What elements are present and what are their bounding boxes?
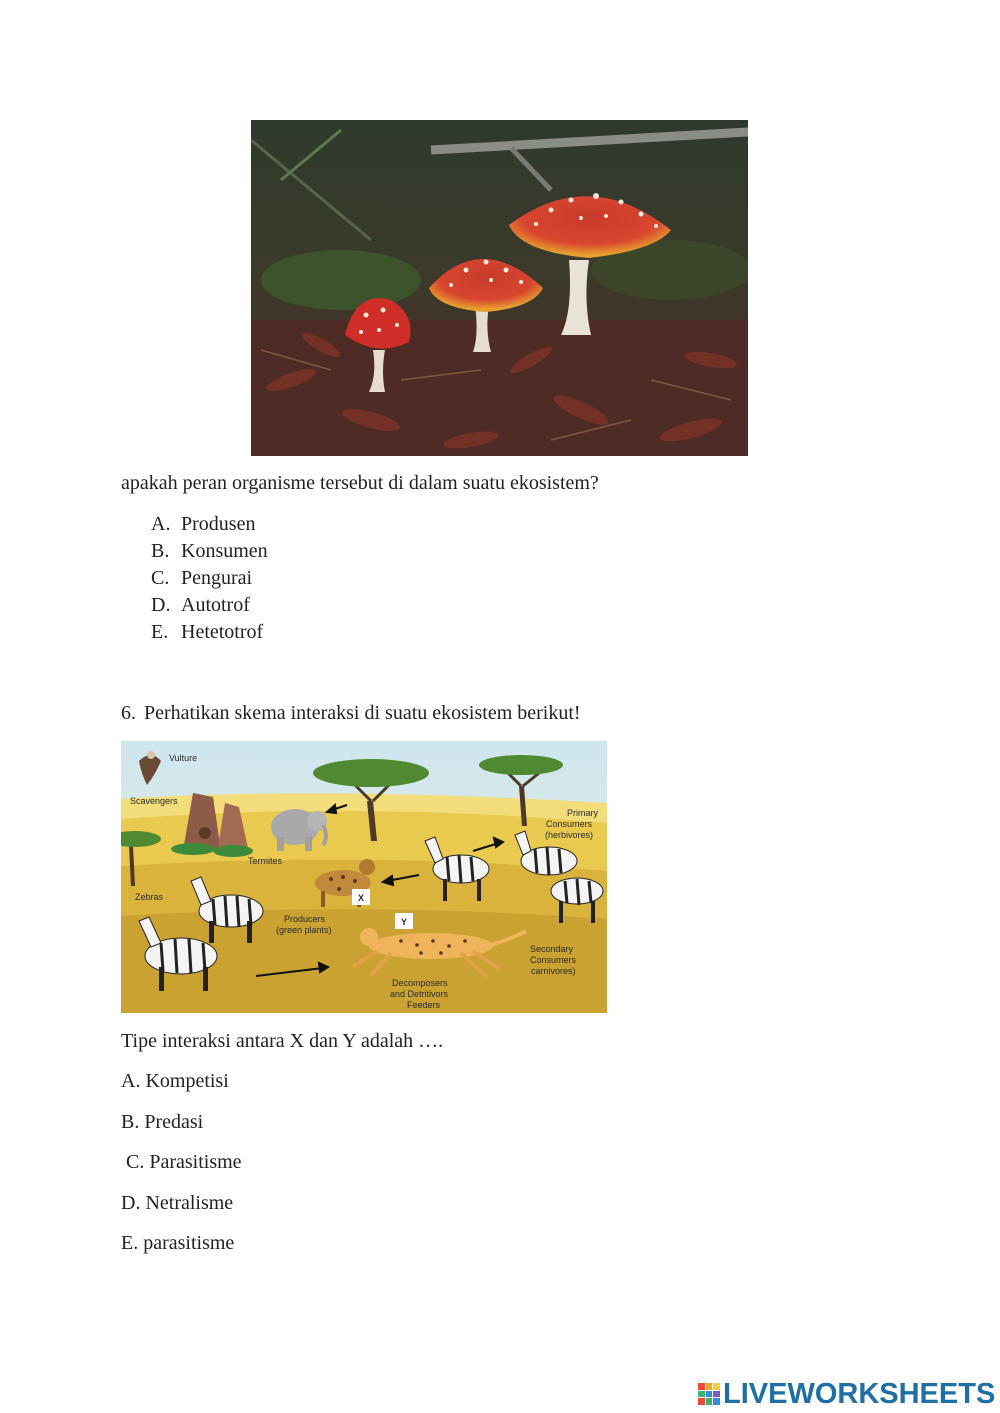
logo-tile — [698, 1398, 705, 1405]
option-e[interactable]: E. parasitisme — [121, 1232, 235, 1254]
option-b[interactable]: B. Predasi — [121, 1111, 204, 1133]
option-letter: B. — [151, 540, 170, 562]
logo-tile — [706, 1391, 713, 1398]
option-e[interactable] — [151, 620, 268, 647]
label-feeders: Feeders — [407, 1000, 441, 1010]
logo-tile — [713, 1383, 720, 1390]
label-zebras: Zebras — [135, 892, 164, 902]
option-text: Produsen — [181, 513, 256, 535]
option-letter: C. — [151, 567, 170, 589]
question-6-instruction: Perhatikan skema interaksi di suatu ekosistem berikut! — [144, 702, 581, 724]
label-detritivors: and Detritivors — [390, 989, 449, 999]
logo-text: LIVEWORKSHEETS — [723, 1378, 996, 1410]
liveworksheets-logo — [698, 1376, 995, 1412]
label-primary-consumers: Consumers — [546, 819, 593, 829]
option-a[interactable] — [151, 512, 268, 539]
option-c[interactable]: C. Parasitisme — [121, 1151, 242, 1173]
label-termites: Termites — [248, 856, 283, 866]
marker-y: Y — [400, 917, 408, 927]
label-carnivores: carnivores) — [531, 966, 576, 976]
option-letter: E. — [151, 621, 169, 643]
logo-tile — [698, 1391, 705, 1398]
option-d[interactable] — [151, 593, 268, 620]
logo-tile — [706, 1383, 713, 1390]
option-text: Pengurai — [181, 567, 253, 589]
logo-tile — [698, 1383, 705, 1390]
question-number: 6. — [121, 702, 136, 724]
logo-icon — [698, 1383, 720, 1405]
option-letter: A. — [151, 513, 171, 535]
question-6-text: Tipe interaksi antara X dan Y adalah …. — [121, 1030, 444, 1052]
logo-tile — [713, 1398, 720, 1405]
label-vulture: Vulture — [169, 753, 198, 763]
label-primary: Primary — [567, 808, 598, 818]
marker-x: X — [357, 893, 365, 903]
option-letter: D. — [151, 594, 171, 616]
label-decomposers: Decomposers — [392, 978, 448, 988]
label-herbivores: (herbivores) — [545, 830, 594, 840]
question-5-text: apakah peran organisme tersebut di dalam suatu ekosistem? — [121, 472, 599, 494]
option-text: Hetetotrof — [181, 621, 264, 643]
label-secondary-consumers: Consumers — [530, 955, 577, 965]
option-text: Konsumen — [181, 540, 268, 562]
option-b[interactable] — [151, 539, 268, 566]
label-scavengers: Scavengers — [130, 796, 178, 806]
ecosystem-diagram — [121, 741, 607, 1013]
logo-tile — [713, 1391, 720, 1398]
option-text: Autotrof — [181, 594, 250, 616]
question-5-options — [151, 512, 268, 647]
logo-tile — [706, 1398, 713, 1405]
mushroom-photo — [251, 120, 748, 456]
option-a[interactable]: A. Kompetisi — [121, 1070, 229, 1092]
option-c[interactable] — [151, 566, 268, 593]
option-d[interactable]: D. Netralisme — [121, 1192, 234, 1214]
question-6-heading — [121, 701, 581, 725]
label-producers-sub: (green plants) — [276, 925, 332, 935]
label-producers: Producers — [284, 914, 326, 924]
label-secondary: Secondary — [530, 944, 574, 954]
